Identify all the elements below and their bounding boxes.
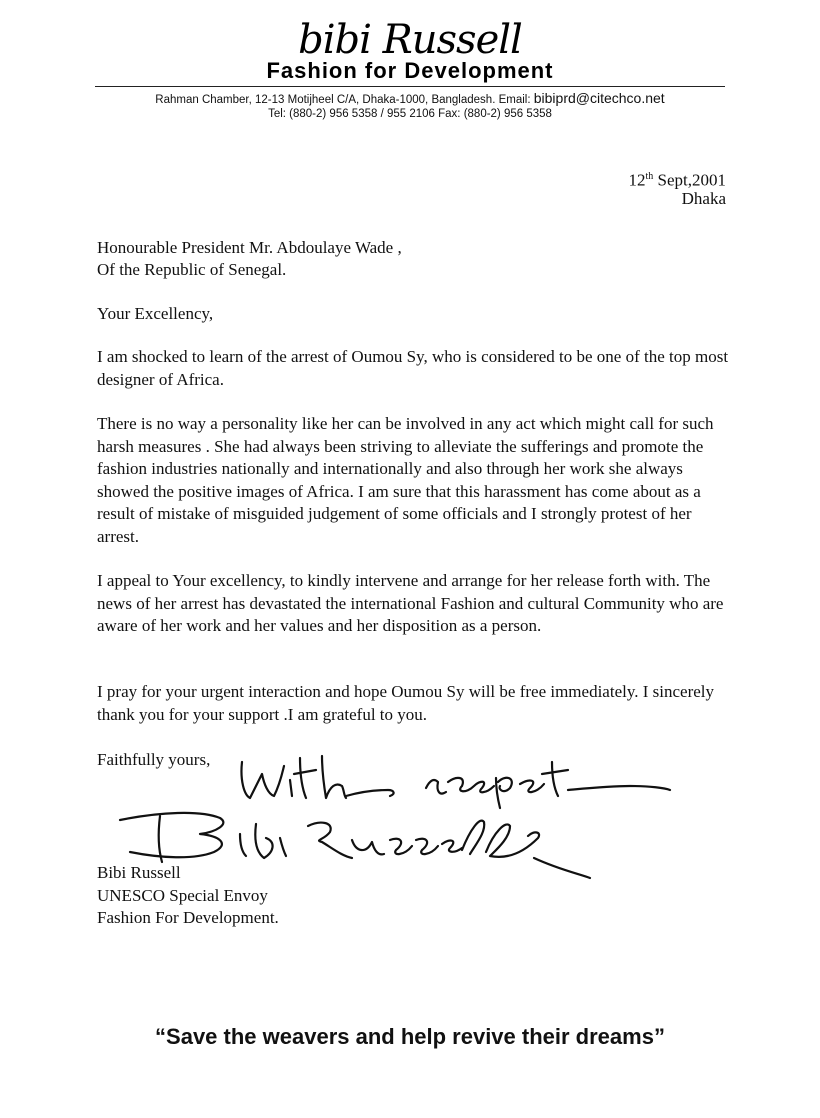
letterhead-logo: bibi Russell <box>298 17 522 63</box>
date-day: 12 <box>628 170 646 190</box>
body-paragraph-3: I appeal to Your excellency, to kindly intervene and arrange for her release forth with. The news of her arrest has devastated the international Fashion and cultural Community who are aware of her work and her values and her disposition as a person. <box>97 571 724 635</box>
letterhead-email-label: Email: <box>498 94 531 106</box>
signatory-organization: Fashion For Development. <box>97 908 279 927</box>
body-paragraph-4: I pray for your urgent interaction and hope Oumou Sy will be free immediately. I sincerely thank you for your support .I am grateful to you. <box>97 682 715 724</box>
salutation: Your Excellency, <box>97 304 214 323</box>
body-paragraph-2: There is no way a personality like her can be involved in any act which might call for such harsh measures . She had always been striving to alleviate the sufferings and promote the fashion industries nationally and internationally and also through her work she always showed the positive images of Africa. I am sure that this harassment has come about as a result of mistake of misguided judgement of some officials and I strongly protest of her arrest. <box>97 414 714 546</box>
closing: Faithfully yours, <box>97 750 211 769</box>
letterhead-email: bibiprd@citechco.net <box>533 90 665 106</box>
recipient-line-2: Of the Republic of Senegal. <box>97 260 287 279</box>
signatory-name: Bibi Russell <box>97 863 181 882</box>
body-paragraph-1: I am shocked to learn of the arrest of Oumou Sy, who is considered to be one of the top most designer of Africa. <box>97 347 729 389</box>
letterhead-divider <box>95 86 725 87</box>
letterhead-contact: Tel: (880-2) 956 5358 / 955 2106 Fax: (880-2) 956 5358 <box>268 108 552 120</box>
handwritten-signature <box>90 740 730 880</box>
letter-place: Dhaka <box>681 189 726 208</box>
recipient-line-1: Honourable President Mr. Abdoulaye Wade , <box>97 238 402 257</box>
date-rest: Sept,2001 <box>653 170 726 190</box>
footer-motto: “Save the weavers and help revive their dreams” <box>155 1024 665 1049</box>
date-suffix: th <box>645 171 654 182</box>
letterhead-tagline: Fashion for Development <box>266 58 554 83</box>
signatory-title: UNESCO Special Envoy <box>97 886 268 905</box>
letterhead-address: Rahman Chamber, 12-13 Motijheel C/A, Dhaka-1000, Bangladesh. <box>155 94 496 106</box>
